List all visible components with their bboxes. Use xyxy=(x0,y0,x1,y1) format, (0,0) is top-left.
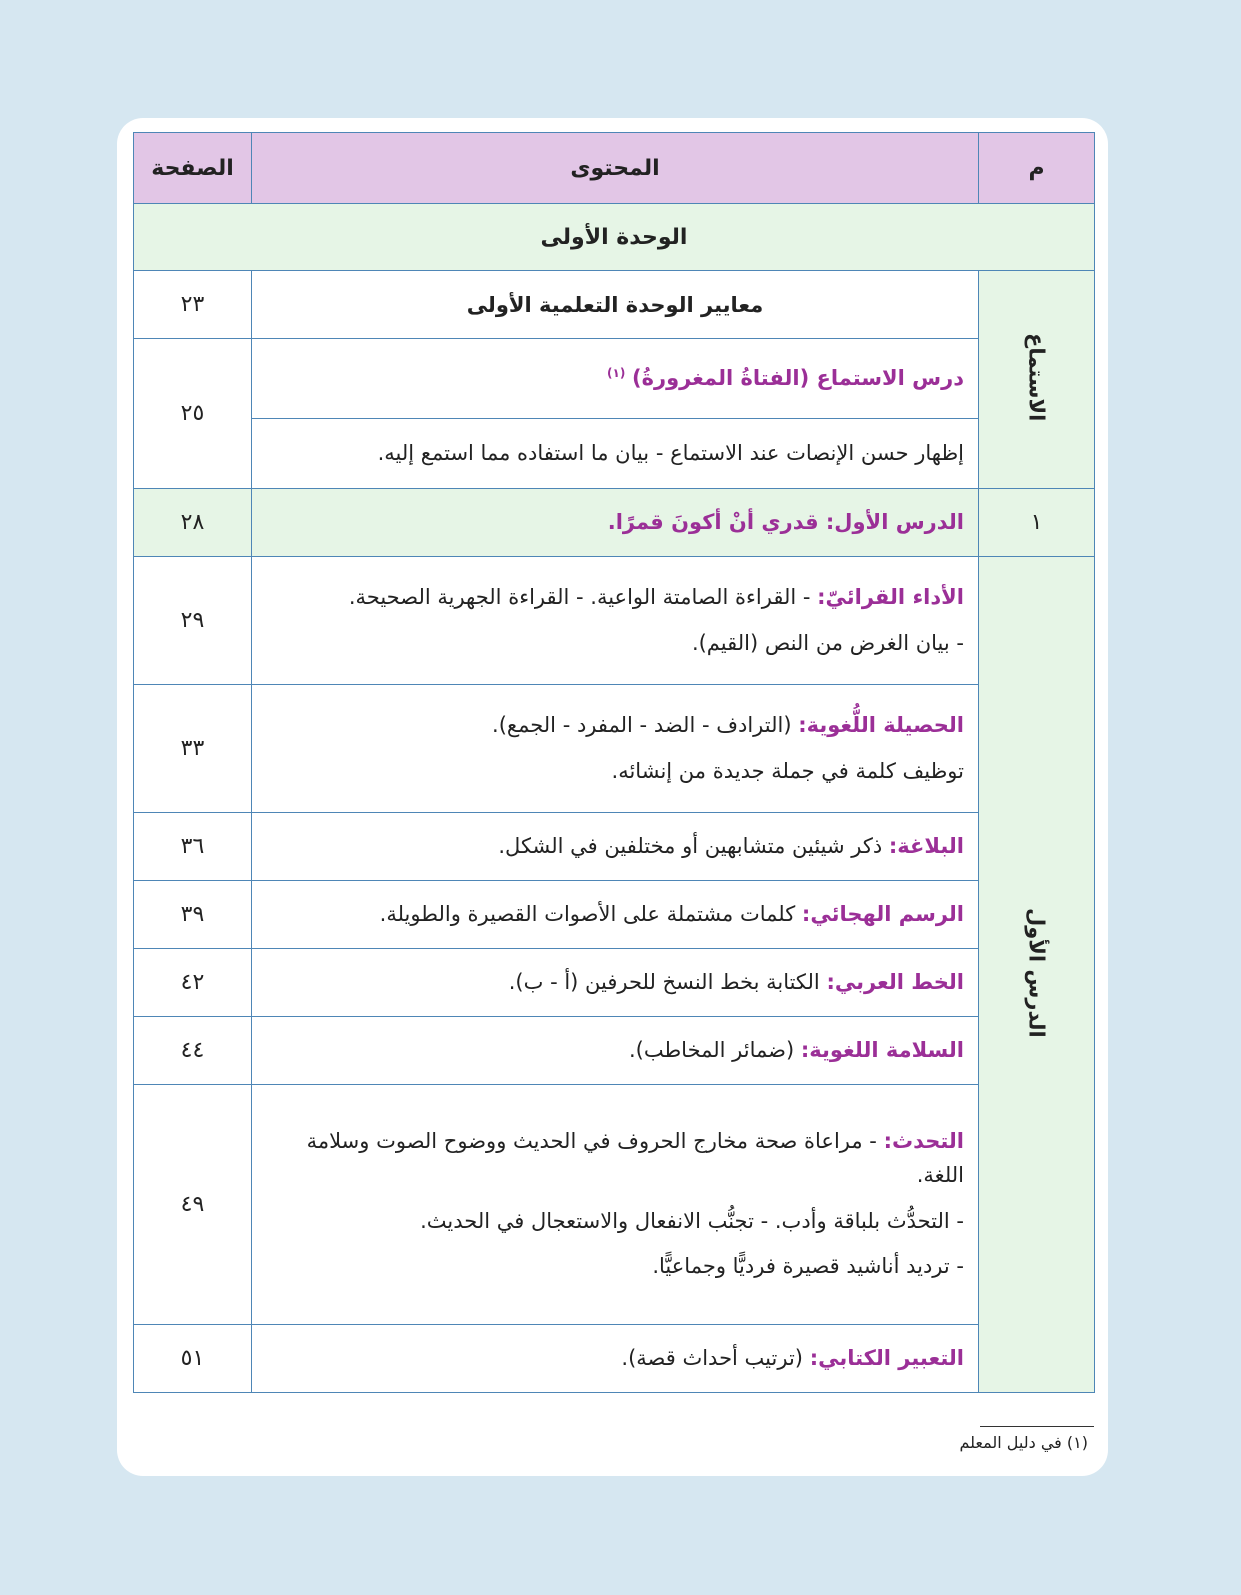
table-row xyxy=(134,1325,1095,1393)
content-card xyxy=(117,118,1108,1476)
listening-title-row xyxy=(134,339,1095,419)
row-text: (ضمائر المخاطب). xyxy=(628,1037,795,1062)
row-page: ٣٣ xyxy=(134,685,252,813)
row-content xyxy=(252,1325,979,1393)
listening-side-cell xyxy=(979,271,1095,489)
listening-description: إظهار حسن الإنصات عند الاستماع - بيان ما استفاده مما استمع إليه. xyxy=(252,419,979,489)
standards-label: معايير الوحدة التعلمية الأولى xyxy=(252,271,979,339)
row-content xyxy=(252,685,979,813)
row-label: السلامة اللغوية: xyxy=(800,1037,964,1062)
standards-row xyxy=(134,271,1095,339)
row-content xyxy=(252,1085,979,1325)
row-page: ٤٢ xyxy=(134,949,252,1017)
lesson-side-label: الدرس الأول xyxy=(1024,907,1049,1038)
row-page: ٣٩ xyxy=(134,881,252,949)
row-label: البلاغة: xyxy=(888,833,964,858)
table-row xyxy=(134,685,1095,813)
unit-row xyxy=(134,204,1095,271)
lesson1-num: ١ xyxy=(979,489,1095,557)
standards-page: ٢٣ xyxy=(134,271,252,339)
header-page: الصفحة xyxy=(134,133,252,204)
row-page: ٤٤ xyxy=(134,1017,252,1085)
unit-title: الوحدة الأولى xyxy=(134,204,1095,271)
row-text: الكتابة بخط النسخ للحرفين (أ - ب). xyxy=(508,969,820,994)
row-label: الحصيلة اللُّغوية: xyxy=(798,712,964,737)
row-text: - بيان الغرض من النص (القيم). xyxy=(691,630,964,655)
header-num: م xyxy=(979,133,1095,204)
row-text: ذكر شيئين متشابهين أو مختلفين في الشكل. xyxy=(498,833,883,858)
row-content xyxy=(252,949,979,1017)
listening-desc-row xyxy=(134,419,1095,489)
row-content xyxy=(252,813,979,881)
row-label: الرسم الهجائي: xyxy=(801,901,964,926)
row-label: التحدث: xyxy=(883,1129,964,1154)
table-row xyxy=(134,1017,1095,1085)
row-text: (ترتيب أحداث قصة). xyxy=(621,1345,803,1370)
table-row xyxy=(134,881,1095,949)
row-text: كلمات مشتملة على الأصوات القصيرة والطويلة. xyxy=(379,901,796,926)
listening-side-label: الاستماع xyxy=(1024,333,1049,422)
lesson1-row xyxy=(134,489,1095,557)
row-text: توظيف كلمة في جملة جديدة من إنشائه. xyxy=(611,758,964,783)
row-text: - التحدُّث بلباقة وأدب. - تجنُّب الانفعال والاستعجال في الحديث. xyxy=(420,1208,964,1233)
row-text: (الترادف - الضد - المفرد - الجمع). xyxy=(492,712,792,737)
row-text: - ترديد أناشيد قصيرة فرديًّا وجماعيًّا. xyxy=(652,1254,964,1279)
row-content xyxy=(252,881,979,949)
footnote: (١) في دليل المعلم xyxy=(959,1433,1088,1452)
row-text: - مراعاة صحة مخارج الحروف في الحديث ووضوح الصوت وسلامة اللغة. xyxy=(306,1129,964,1187)
row-label: الخط العربي: xyxy=(826,969,964,994)
row-text: - القراءة الصامتة الواعية. - القراءة الجهرية الصحيحة. xyxy=(348,584,811,609)
footnote-marker: (١) xyxy=(607,365,626,380)
row-label: التعبير الكتابي: xyxy=(809,1345,964,1370)
listening-title: درس الاستماع (الفتاةُ المغرورةُ) xyxy=(631,365,964,390)
row-content xyxy=(252,557,979,685)
row-content xyxy=(252,1017,979,1085)
row-label: الأداء القرائيّ: xyxy=(817,584,964,609)
lesson-side-cell xyxy=(979,557,1095,1393)
listening-page: ٢٥ xyxy=(134,339,252,489)
footnote-divider xyxy=(980,1426,1094,1427)
row-page: ٥١ xyxy=(134,1325,252,1393)
lesson1-title: الدرس الأول: قدري أنْ أكونَ قمرًا. xyxy=(607,509,964,534)
table-row xyxy=(134,557,1095,685)
table-row xyxy=(134,813,1095,881)
row-page: ٣٦ xyxy=(134,813,252,881)
lesson1-page: ٢٨ xyxy=(134,489,252,557)
table-row xyxy=(134,949,1095,1017)
table-row xyxy=(134,1085,1095,1325)
listening-title-cell xyxy=(252,339,979,419)
table-header xyxy=(134,133,1095,204)
row-page: ٤٩ xyxy=(134,1085,252,1325)
contents-table xyxy=(133,132,1095,1393)
header-content: المحتوى xyxy=(252,133,979,204)
row-page: ٢٩ xyxy=(134,557,252,685)
